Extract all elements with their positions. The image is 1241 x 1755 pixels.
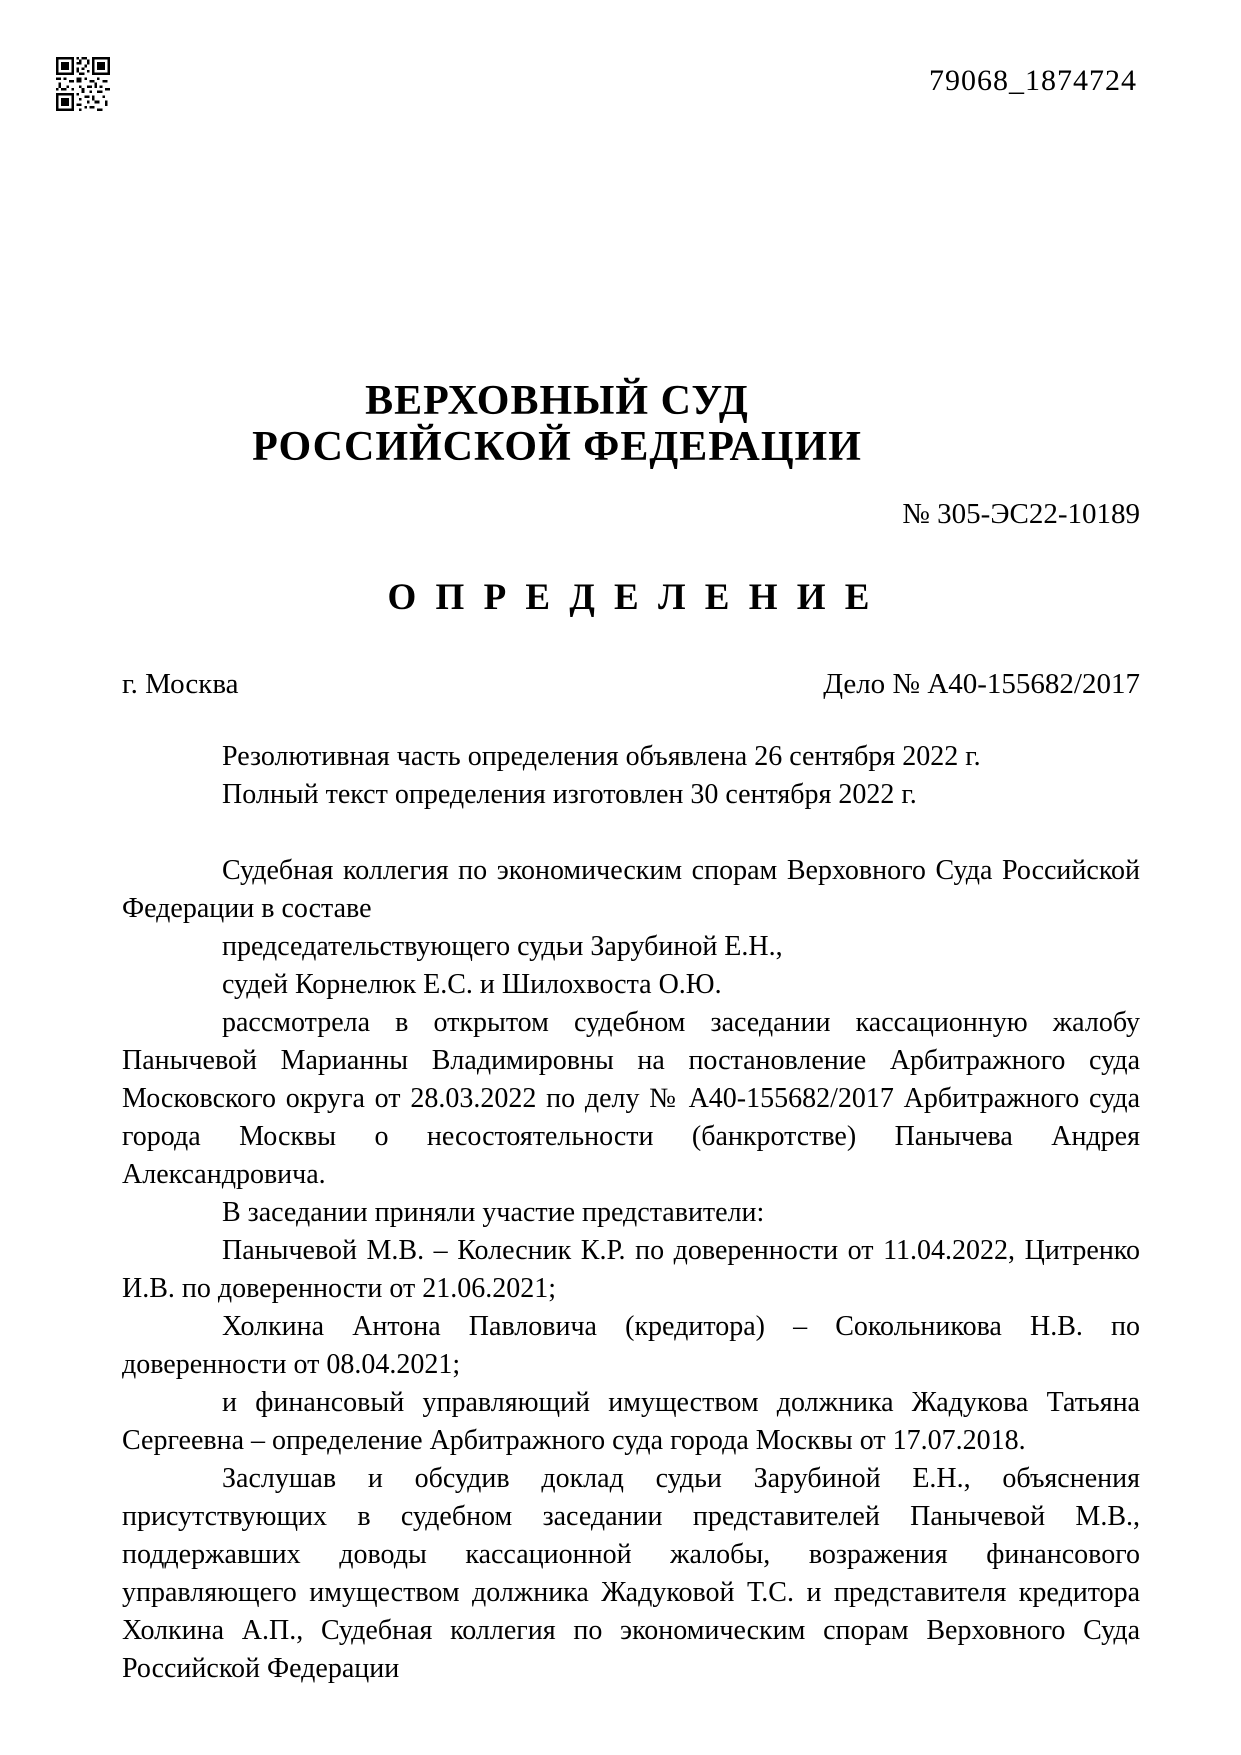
- case-number-label: Дело № А40-155682/2017: [823, 668, 1140, 700]
- paragraph-case-considered: рассмотрела в открытом судебном заседании кассационную жалобу Панычевой Марианны Владимировны на постановление Арбитражного суда Московского округа от 28.03.2022 по делу № А40-155682/2017 Арбитражного суда города Москвы о несостоятельности (банкротстве) Панычева Андрея Александровича.: [122, 1007, 1140, 1190]
- paragraph-representative-panycheva: Панычевой М.В. – Колесник К.Р. по доверенности от 11.04.2022, Цитренко И.В. по доверенности от 21.06.2021;: [122, 1235, 1140, 1304]
- court-title: [122, 378, 992, 470]
- document-type-heading: О П Р Е Д Е Л Е Н И Е: [387, 577, 875, 618]
- meta-line: [122, 668, 1140, 701]
- case-reference-number: № 305-ЭС22-10189: [902, 498, 1140, 530]
- document-registry-number: 79068_1874724: [929, 64, 1137, 97]
- court-title-line1: ВЕРХОВНЫЙ СУД: [365, 378, 749, 424]
- qr-code-icon: [56, 57, 110, 111]
- paragraph-panel-intro: Судебная коллегия по экономическим спорам Верховного Суда Российской Федерации в составе: [122, 855, 1140, 924]
- paragraph-participants-intro: В заседании приняли участие представители:: [222, 1197, 765, 1228]
- paragraph-presiding-judge: председательствующего судьи Зарубиной Е.Н.,: [222, 931, 783, 962]
- paragraph-financial-manager: и финансовый управляющий имуществом должника Жадукова Татьяна Сергеевна – определение Арбитражного суда города Москвы от 17.07.2018.: [122, 1387, 1140, 1456]
- paragraph-representative-kholkin: Холкина Антона Павловича (кредитора) – Сокольникова Н.В. по доверенности от 08.04.2021;: [122, 1311, 1140, 1380]
- paragraph-full-text-date: Полный текст определения изготовлен 30 сентября 2022 г.: [222, 779, 917, 810]
- city-label: г. Москва: [122, 668, 239, 700]
- paragraph-having-heard: Заслушав и обсудив доклад судьи Зарубиной Е.Н., объяснения присутствующих в судебном заседании представителей Панычевой М.В., поддержавших доводы кассационной жалобы, возражения финансового управляющего имуществом должника Жадуковой Т.С. и представителя кредитора Холкина А.П., Судебная коллегия по экономическим спорам Верховного Суда Российской Федерации: [122, 1463, 1140, 1684]
- paragraph-resolutive-announced: Резолютивная часть определения объявлена 26 сентября 2022 г.: [222, 741, 981, 772]
- court-title-line2: РОССИЙСКОЙ ФЕДЕРАЦИИ: [252, 424, 862, 470]
- document-body: [122, 738, 1140, 1688]
- paragraph-judges: судей Корнелюк Е.С. и Шилохвоста О.Ю.: [222, 969, 722, 1000]
- paragraph-gap: [122, 814, 1140, 852]
